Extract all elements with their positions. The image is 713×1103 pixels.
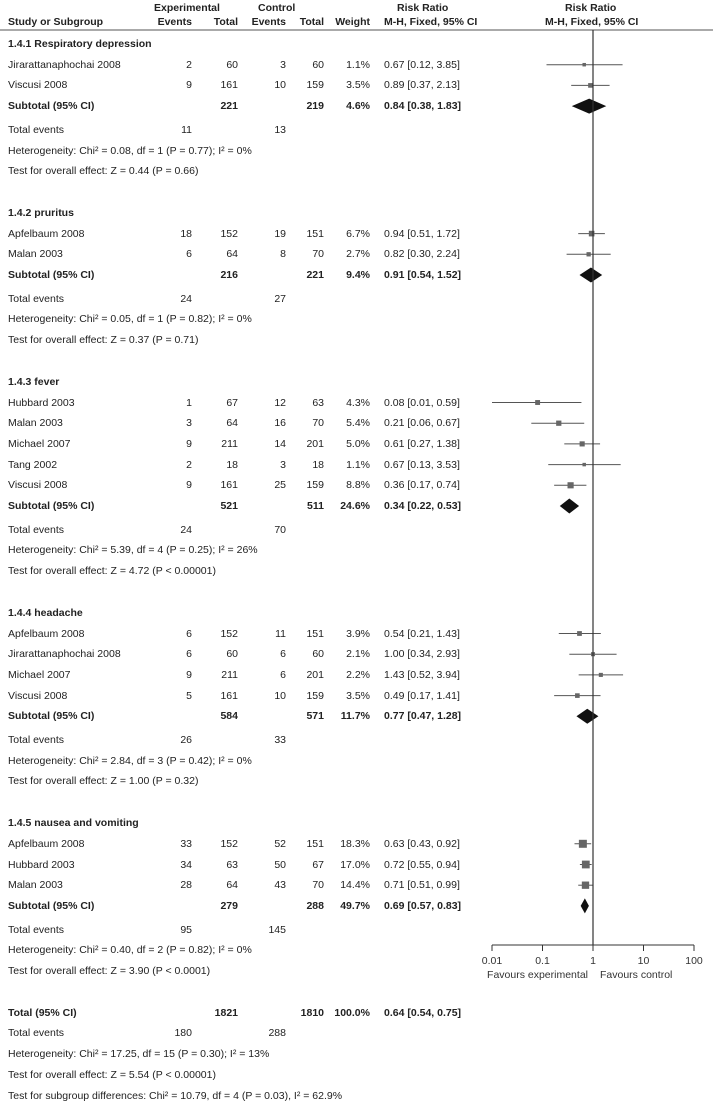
total-experimental: 1821: [214, 1006, 238, 1019]
study-name: Viscusi 2008: [8, 79, 68, 92]
subtotal-label: Subtotal (95% CI): [8, 899, 95, 912]
study-name: Apfelbaum 2008: [8, 227, 85, 240]
study-weight: 1.1%: [346, 58, 370, 71]
header-events-experimental: Events: [157, 16, 192, 28]
study-name: Viscusi 2008: [8, 479, 68, 492]
study-name: Malan 2003: [8, 248, 63, 261]
total-experimental: 152: [220, 837, 238, 850]
point-estimate: [582, 882, 589, 889]
total-events-control: 27: [274, 292, 286, 305]
total-events-label: Total events: [8, 923, 65, 936]
total-label: Total (95% CI): [8, 1006, 77, 1019]
study-weight: 2.7%: [346, 248, 370, 261]
total-experimental: 161: [220, 479, 238, 492]
subtotal-diamond: [576, 709, 598, 724]
total-experimental: 64: [226, 248, 238, 261]
subtotal-total-experimental: 521: [220, 500, 238, 512]
total-experimental: 152: [220, 227, 238, 240]
subtotal-diamond: [581, 898, 589, 913]
subtotal-total-control: 511: [307, 500, 324, 512]
subtotal-ci: 0.34 [0.22, 0.53]: [384, 500, 462, 512]
x-tick-label: 0.1: [535, 955, 550, 967]
study-ci: 0.49 [0.17, 1.41]: [384, 689, 460, 702]
study-ci: 0.89 [0.37, 2.13]: [384, 79, 460, 92]
grand-heterogeneity-text: Heterogeneity: Chi² = 17.25, df = 15 (P = 0.30); I² = 13%: [8, 1048, 270, 1061]
subtotal-total-control: 221: [306, 269, 324, 281]
subtotal-diamond: [579, 268, 602, 283]
total-control: 18: [312, 458, 324, 471]
grand-total-events-experimental: 180: [174, 1027, 192, 1040]
header-group-experimental: Experimental: [154, 2, 220, 14]
study-ci: 0.72 [0.55, 0.94]: [384, 858, 460, 871]
study-name: Malan 2003: [8, 417, 63, 430]
study-weight: 5.0%: [346, 437, 370, 450]
total-control: 70: [312, 879, 324, 892]
study-name: Michael 2007: [8, 668, 71, 681]
subtotal-weight: 49.7%: [340, 899, 370, 912]
study-name: Apfelbaum 2008: [8, 627, 85, 640]
total-control: 70: [312, 417, 324, 430]
point-estimate: [556, 421, 561, 426]
events-experimental: 34: [180, 858, 192, 871]
subtotal-total-control: 219: [306, 100, 324, 113]
total-control: 60: [312, 58, 324, 71]
total-control: 151: [306, 837, 324, 850]
events-control: 3: [280, 458, 286, 471]
total-events-control: 70: [274, 523, 286, 536]
study-ci: 1.43 [0.52, 3.94]: [384, 668, 460, 681]
x-tick-label: 10: [637, 955, 650, 967]
study-weight: 6.7%: [346, 227, 370, 240]
study-ci: 0.21 [0.06, 0.67]: [384, 417, 460, 430]
subgroup-title: 1.4.1 Respiratory depression: [8, 38, 152, 50]
events-experimental: 1: [186, 396, 192, 409]
events-experimental: 2: [186, 458, 192, 471]
study-name: Jirarattanaphochai 2008: [8, 58, 121, 71]
subtotal-ci: 0.69 [0.57, 0.83]: [384, 899, 462, 912]
total-experimental: 64: [226, 417, 238, 430]
study-weight: 2.2%: [346, 668, 370, 681]
total-weight: 100.0%: [334, 1006, 370, 1019]
events-experimental: 6: [186, 248, 192, 261]
study-ci: 1.00 [0.34, 2.93]: [384, 648, 460, 661]
study-name: Tang 2002: [8, 458, 58, 471]
point-estimate: [575, 693, 580, 698]
study-ci: 0.82 [0.30, 2.24]: [384, 248, 460, 261]
overall-effect-text: Test for overall effect: Z = 4.72 (P < 0.00001): [8, 565, 216, 578]
total-control: 201: [306, 668, 324, 681]
total-experimental: 67: [226, 396, 238, 409]
events-experimental: 6: [186, 648, 192, 661]
subgroup-title: 1.4.4 headache: [8, 606, 83, 619]
overall-effect-text: Test for overall effect: Z = 1.00 (P = 0.32): [8, 775, 199, 788]
total-experimental: 211: [221, 437, 238, 450]
study-name: Michael 2007: [8, 437, 71, 450]
study-ci: 0.61 [0.27, 1.38]: [384, 437, 460, 450]
events-control: 43: [274, 879, 286, 892]
study-ci: 0.94 [0.51, 1.72]: [384, 227, 460, 240]
total-control: 1810: [300, 1006, 324, 1019]
subtotal-ci: 0.77 [0.47, 1.28]: [384, 710, 462, 723]
study-weight: 5.4%: [346, 417, 370, 430]
grand-total-events-label: Total events: [8, 1027, 65, 1040]
events-control: 19: [274, 227, 286, 240]
total-control: 151: [306, 227, 324, 240]
study-ci: 0.67 [0.12, 3.85]: [384, 58, 460, 71]
events-control: 8: [280, 248, 286, 261]
events-experimental: 2: [186, 58, 192, 71]
heterogeneity-text: Heterogeneity: Chi² = 0.40, df = 2 (P = 0.82); I² = 0%: [8, 944, 252, 957]
total-control: 67: [312, 858, 324, 871]
total-events-experimental: 24: [180, 292, 192, 305]
study-name: Hubbard 2003: [8, 858, 75, 871]
grand-overall-effect-text: Test for overall effect: Z = 5.54 (P < 0.00001): [8, 1068, 216, 1081]
events-control: 25: [274, 479, 286, 492]
study-name: Hubbard 2003: [8, 396, 75, 409]
subtotal-label: Subtotal (95% CI): [8, 269, 95, 281]
subtotal-diamond: [572, 99, 606, 114]
favours-experimental-label: Favours experimental: [487, 969, 588, 981]
point-estimate: [586, 252, 590, 256]
events-control: 10: [274, 689, 286, 702]
events-control: 14: [274, 437, 286, 450]
total-control: 60: [312, 648, 324, 661]
overall-effect-text: Test for overall effect: Z = 3.90 (P < 0.0001): [8, 965, 211, 977]
point-estimate: [579, 840, 587, 848]
total-events-control: 13: [274, 123, 286, 136]
total-events-control: 33: [274, 734, 286, 746]
subtotal-weight: 9.4%: [346, 269, 370, 281]
study-weight: 17.0%: [340, 858, 370, 871]
header-method-plot: M-H, Fixed, 95% CI: [545, 16, 639, 28]
study-name: Malan 2003: [8, 879, 63, 892]
grand-total-events-control: 288: [268, 1027, 286, 1040]
total-experimental: 211: [221, 668, 238, 681]
total-events-label: Total events: [8, 523, 65, 536]
point-estimate: [589, 231, 595, 237]
total-experimental: 60: [226, 58, 238, 71]
subtotal-weight: 4.6%: [346, 100, 370, 113]
header-group-risk-ratio-plot: Risk Ratio: [565, 2, 617, 14]
total-control: 63: [312, 396, 324, 409]
subtotal-weight: 24.6%: [340, 500, 370, 512]
header-events-control: Events: [251, 16, 286, 28]
events-experimental: 9: [186, 668, 192, 681]
total-control: 70: [312, 248, 324, 261]
subtotal-label: Subtotal (95% CI): [8, 100, 95, 113]
study-weight: 3.5%: [346, 689, 370, 702]
x-tick-label: 0.01: [481, 955, 503, 967]
events-control: 16: [274, 417, 286, 430]
study-weight: 8.8%: [346, 479, 370, 492]
study-ci: 0.08 [0.01, 0.59]: [384, 396, 460, 409]
total-events-experimental: 95: [180, 923, 192, 936]
header-weight: Weight: [335, 16, 370, 28]
subtotal-label: Subtotal (95% CI): [8, 710, 95, 723]
study-ci: 0.54 [0.21, 1.43]: [384, 627, 460, 640]
subgroup-title: 1.4.3 fever: [8, 375, 60, 388]
events-experimental: 6: [186, 627, 192, 640]
point-estimate: [577, 631, 582, 636]
subtotal-label: Subtotal (95% CI): [8, 500, 95, 512]
x-axis: [482, 945, 703, 981]
heterogeneity-text: Heterogeneity: Chi² = 2.84, df = 3 (P = 0.42); I² = 0%: [8, 754, 252, 767]
point-estimate: [599, 673, 603, 677]
point-estimate: [582, 463, 585, 466]
total-events-experimental: 26: [180, 734, 192, 746]
study-ci: 0.71 [0.51, 0.99]: [384, 879, 460, 892]
study-weight: 2.1%: [346, 648, 370, 661]
overall-effect-text: Test for overall effect: Z = 0.44 (P = 0.66): [8, 165, 199, 178]
total-control: 151: [306, 627, 324, 640]
total-events-label: Total events: [8, 734, 65, 746]
events-experimental: 9: [186, 479, 192, 492]
subtotal-weight: 11.7%: [340, 710, 370, 723]
subtotal-total-experimental: 584: [220, 710, 238, 723]
total-experimental: 161: [220, 689, 238, 702]
study-weight: 4.3%: [346, 396, 370, 409]
total-events-label: Total events: [8, 292, 65, 305]
x-tick-label: 1: [590, 955, 596, 967]
events-experimental: 28: [180, 879, 192, 892]
x-tick-label: 100: [685, 955, 703, 967]
events-control: 6: [280, 648, 286, 661]
total-experimental: 161: [220, 79, 238, 92]
total-experimental: 60: [226, 648, 238, 661]
plot-marks: [492, 30, 623, 993]
header-group-risk-ratio-table: Risk Ratio: [397, 2, 449, 14]
heterogeneity-text: Heterogeneity: Chi² = 5.39, df = 4 (P = 0.25); I² = 26%: [8, 544, 258, 557]
total-control: 159: [306, 79, 324, 92]
heterogeneity-text: Heterogeneity: Chi² = 0.08, df = 1 (P = 0.77); I² = 0%: [8, 144, 252, 157]
subgroup-title: 1.4.2 pruritus: [8, 206, 74, 219]
total-control: 159: [306, 689, 324, 702]
events-control: 50: [274, 858, 286, 871]
subgroup-differences-text: Test for subgroup differences: Chi² = 10.79, df = 4 (P = 0.03), I² = 62.9%: [8, 1089, 343, 1102]
study-weight: 3.9%: [346, 627, 370, 640]
subtotal-total-experimental: 279: [220, 899, 238, 912]
subtotal-total-experimental: 216: [220, 269, 238, 281]
heterogeneity-text: Heterogeneity: Chi² = 0.05, df = 1 (P = 0.82); I² = 0%: [8, 313, 252, 326]
point-estimate: [580, 441, 585, 446]
events-experimental: 3: [186, 417, 192, 430]
study-ci: 0.67 [0.13, 3.53]: [384, 458, 460, 471]
total-experimental: 63: [226, 858, 238, 871]
header-total-control: Total: [299, 16, 324, 28]
favours-control-label: Favours control: [600, 969, 673, 981]
point-estimate: [582, 63, 585, 66]
study-name: Apfelbaum 2008: [8, 837, 85, 850]
header-study: Study or Subgroup: [8, 16, 104, 28]
subtotal-diamond: [560, 499, 579, 514]
events-experimental: 5: [186, 689, 192, 702]
events-experimental: 9: [186, 437, 192, 450]
subtotal-ci: 0.84 [0.38, 1.83]: [384, 100, 462, 113]
header-total-experimental: Total: [213, 16, 238, 28]
total-events-label: Total events: [8, 123, 65, 136]
subtotal-total-experimental: 221: [220, 100, 238, 113]
total-events-experimental: 24: [180, 523, 192, 536]
events-experimental: 18: [180, 227, 192, 240]
point-estimate: [582, 861, 590, 869]
events-experimental: 33: [180, 837, 192, 850]
study-ci: 0.63 [0.43, 0.92]: [384, 837, 460, 850]
subtotal-ci: 0.91 [0.54, 1.52]: [384, 269, 462, 281]
total-control: 201: [306, 437, 324, 450]
header-group-control: Control: [258, 2, 296, 14]
subtotal-total-control: 288: [306, 899, 324, 912]
point-estimate: [535, 400, 540, 405]
study-name: Viscusi 2008: [8, 689, 68, 702]
events-control: 10: [274, 79, 286, 92]
total-events-experimental: 11: [181, 123, 192, 136]
subtotal-total-control: 571: [306, 710, 324, 723]
study-weight: 3.5%: [346, 79, 370, 92]
study-weight: 1.1%: [346, 458, 370, 471]
events-control: 3: [280, 58, 286, 71]
events-control: 12: [274, 396, 286, 409]
point-estimate: [588, 83, 593, 88]
overall-effect-text: Test for overall effect: Z = 0.37 (P = 0.71): [8, 334, 199, 347]
events-experimental: 9: [186, 79, 192, 92]
subgroup-title: 1.4.5 nausea and vomiting: [8, 817, 139, 830]
study-weight: 18.3%: [340, 837, 370, 850]
total-ci: 0.64 [0.54, 0.75]: [384, 1006, 462, 1019]
total-events-control: 145: [268, 923, 286, 936]
events-control: 52: [274, 837, 286, 850]
study-name: Jirarattanaphochai 2008: [8, 648, 121, 661]
header-method-table: M-H, Fixed, 95% CI: [384, 16, 478, 28]
study-weight: 14.4%: [340, 879, 370, 892]
events-control: 6: [280, 668, 286, 681]
total-control: 159: [306, 479, 324, 492]
events-control: 11: [275, 627, 286, 640]
point-estimate: [568, 482, 574, 488]
study-ci: 0.36 [0.17, 0.74]: [384, 479, 460, 492]
total-experimental: 18: [226, 458, 238, 471]
total-experimental: 152: [220, 627, 238, 640]
total-experimental: 64: [226, 879, 238, 892]
